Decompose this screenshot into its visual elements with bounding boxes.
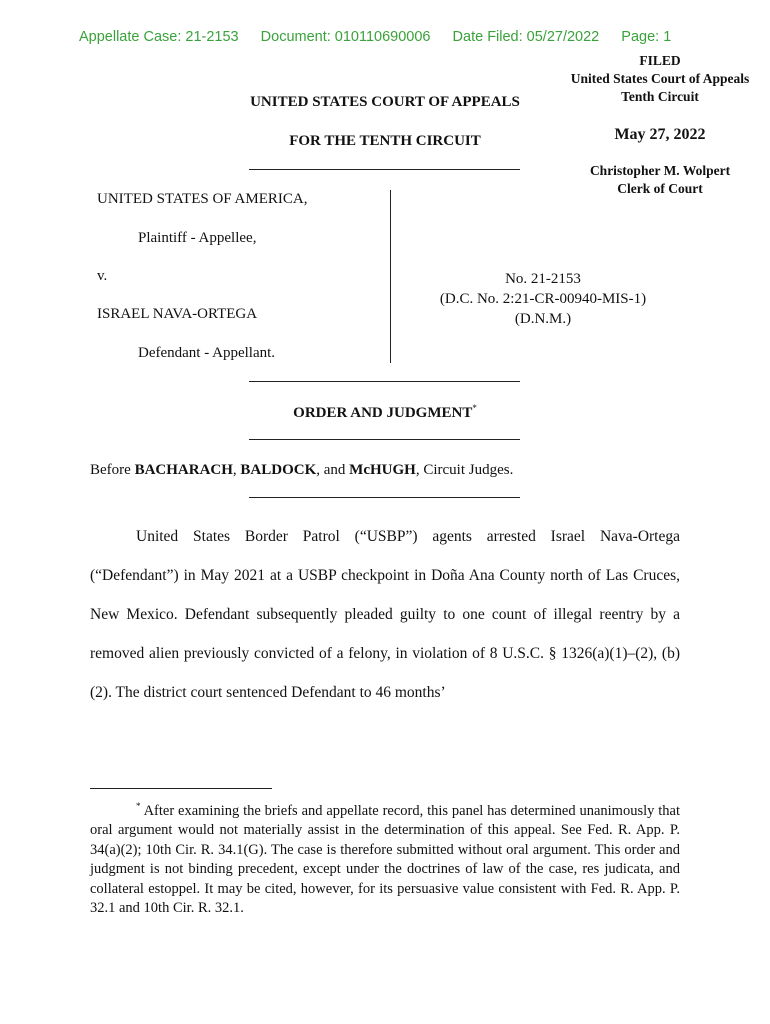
stamp-circuit: Tenth Circuit: [621, 89, 699, 104]
stamp-clerk-title: Clerk of Court: [617, 181, 703, 196]
judge-mchugh: McHUGH: [349, 462, 416, 478]
panel-line: [90, 462, 513, 479]
footnote-text: After examining the briefs and appellate record, this panel has determined unanimously that oral argument would not materially assist in the determination of this appeal. See Fed. R. App. P. 34(a)(2); 10th Cir. R. 34.1(G). The case is therefore submitted without oral argument. This order and judgment is not binding precedent, except under the doctrines of law of the case, res judicata, and collateral estoppel. It may be cited, however, for its persuasive value consistent with Fed. R. App. P. 32.1 and 10th Cir. R. 32.1.: [90, 802, 680, 917]
case-number: No. 21-2153: [505, 271, 581, 287]
footnote: [90, 797, 680, 919]
court-circuit: FOR THE TENTH CIRCUIT: [289, 133, 481, 149]
filed-stamp: [555, 52, 765, 198]
judge-baldock: BALDOCK: [240, 462, 317, 478]
stamp-court: United States Court of Appeals: [570, 71, 750, 86]
filed-label: FILED: [639, 53, 681, 68]
judge-bacharach: BACHARACH: [134, 462, 233, 478]
plaintiff: UNITED STATES OF AMERICA,: [97, 191, 308, 207]
defendant: ISRAEL NAVA-ORTEGA: [97, 306, 258, 322]
before-suffix: , Circuit Judges.: [415, 462, 514, 478]
plaintiff-role: Plaintiff - Appellee,: [138, 230, 257, 246]
header-date-filed: Date Filed: 05/27/2022: [452, 29, 600, 45]
before-prefix: Before: [90, 462, 135, 478]
body-paragraph: United States Border Patrol (“USBP”) agents arrested Israel Nava-Ortega (“Defendant”) in May 2021 at a USBP checkpoint in Doña Ana County north of Las Cruces, New Mexico. Defendant subsequently pleaded guilty to one count of illegal reentry by a removed alien previously convicted of a felony, in violation of 8 U.S.C. § 1326(a)(1)–(2), (b)(2). The district court sentenced Defendant to 46 months’: [90, 528, 680, 701]
divider: [249, 439, 520, 440]
caption-divider: [390, 190, 391, 363]
divider: [249, 169, 520, 170]
dc-number: (D.C. No. 2:21-CR-00940-MIS-1): [439, 291, 647, 307]
versus: v.: [97, 268, 108, 284]
divider: [249, 497, 520, 498]
footnote-mark: *: [136, 801, 141, 811]
document-title: [232, 403, 538, 422]
divider: [249, 381, 520, 382]
pdf-header: [79, 29, 689, 45]
before-sep-2: , and: [316, 462, 350, 478]
district: (D.N.M.): [514, 311, 572, 327]
header-case: Appellate Case: 21-2153: [79, 29, 239, 45]
title-text: ORDER AND JUDGMENT: [293, 405, 473, 421]
before-sep-1: ,: [232, 462, 241, 478]
court-name: UNITED STATES COURT OF APPEALS: [250, 94, 520, 110]
header-document: Document: 010110690006: [260, 29, 431, 45]
defendant-role: Defendant - Appellant.: [138, 345, 276, 361]
case-number-block: [420, 269, 666, 329]
stamp-date: May 27, 2022: [614, 126, 706, 143]
header-page: Page: 1: [621, 29, 672, 45]
footnote-rule: [90, 788, 272, 789]
stamp-clerk-name: Christopher M. Wolpert: [589, 163, 731, 178]
footnote-marker: *: [472, 403, 477, 413]
